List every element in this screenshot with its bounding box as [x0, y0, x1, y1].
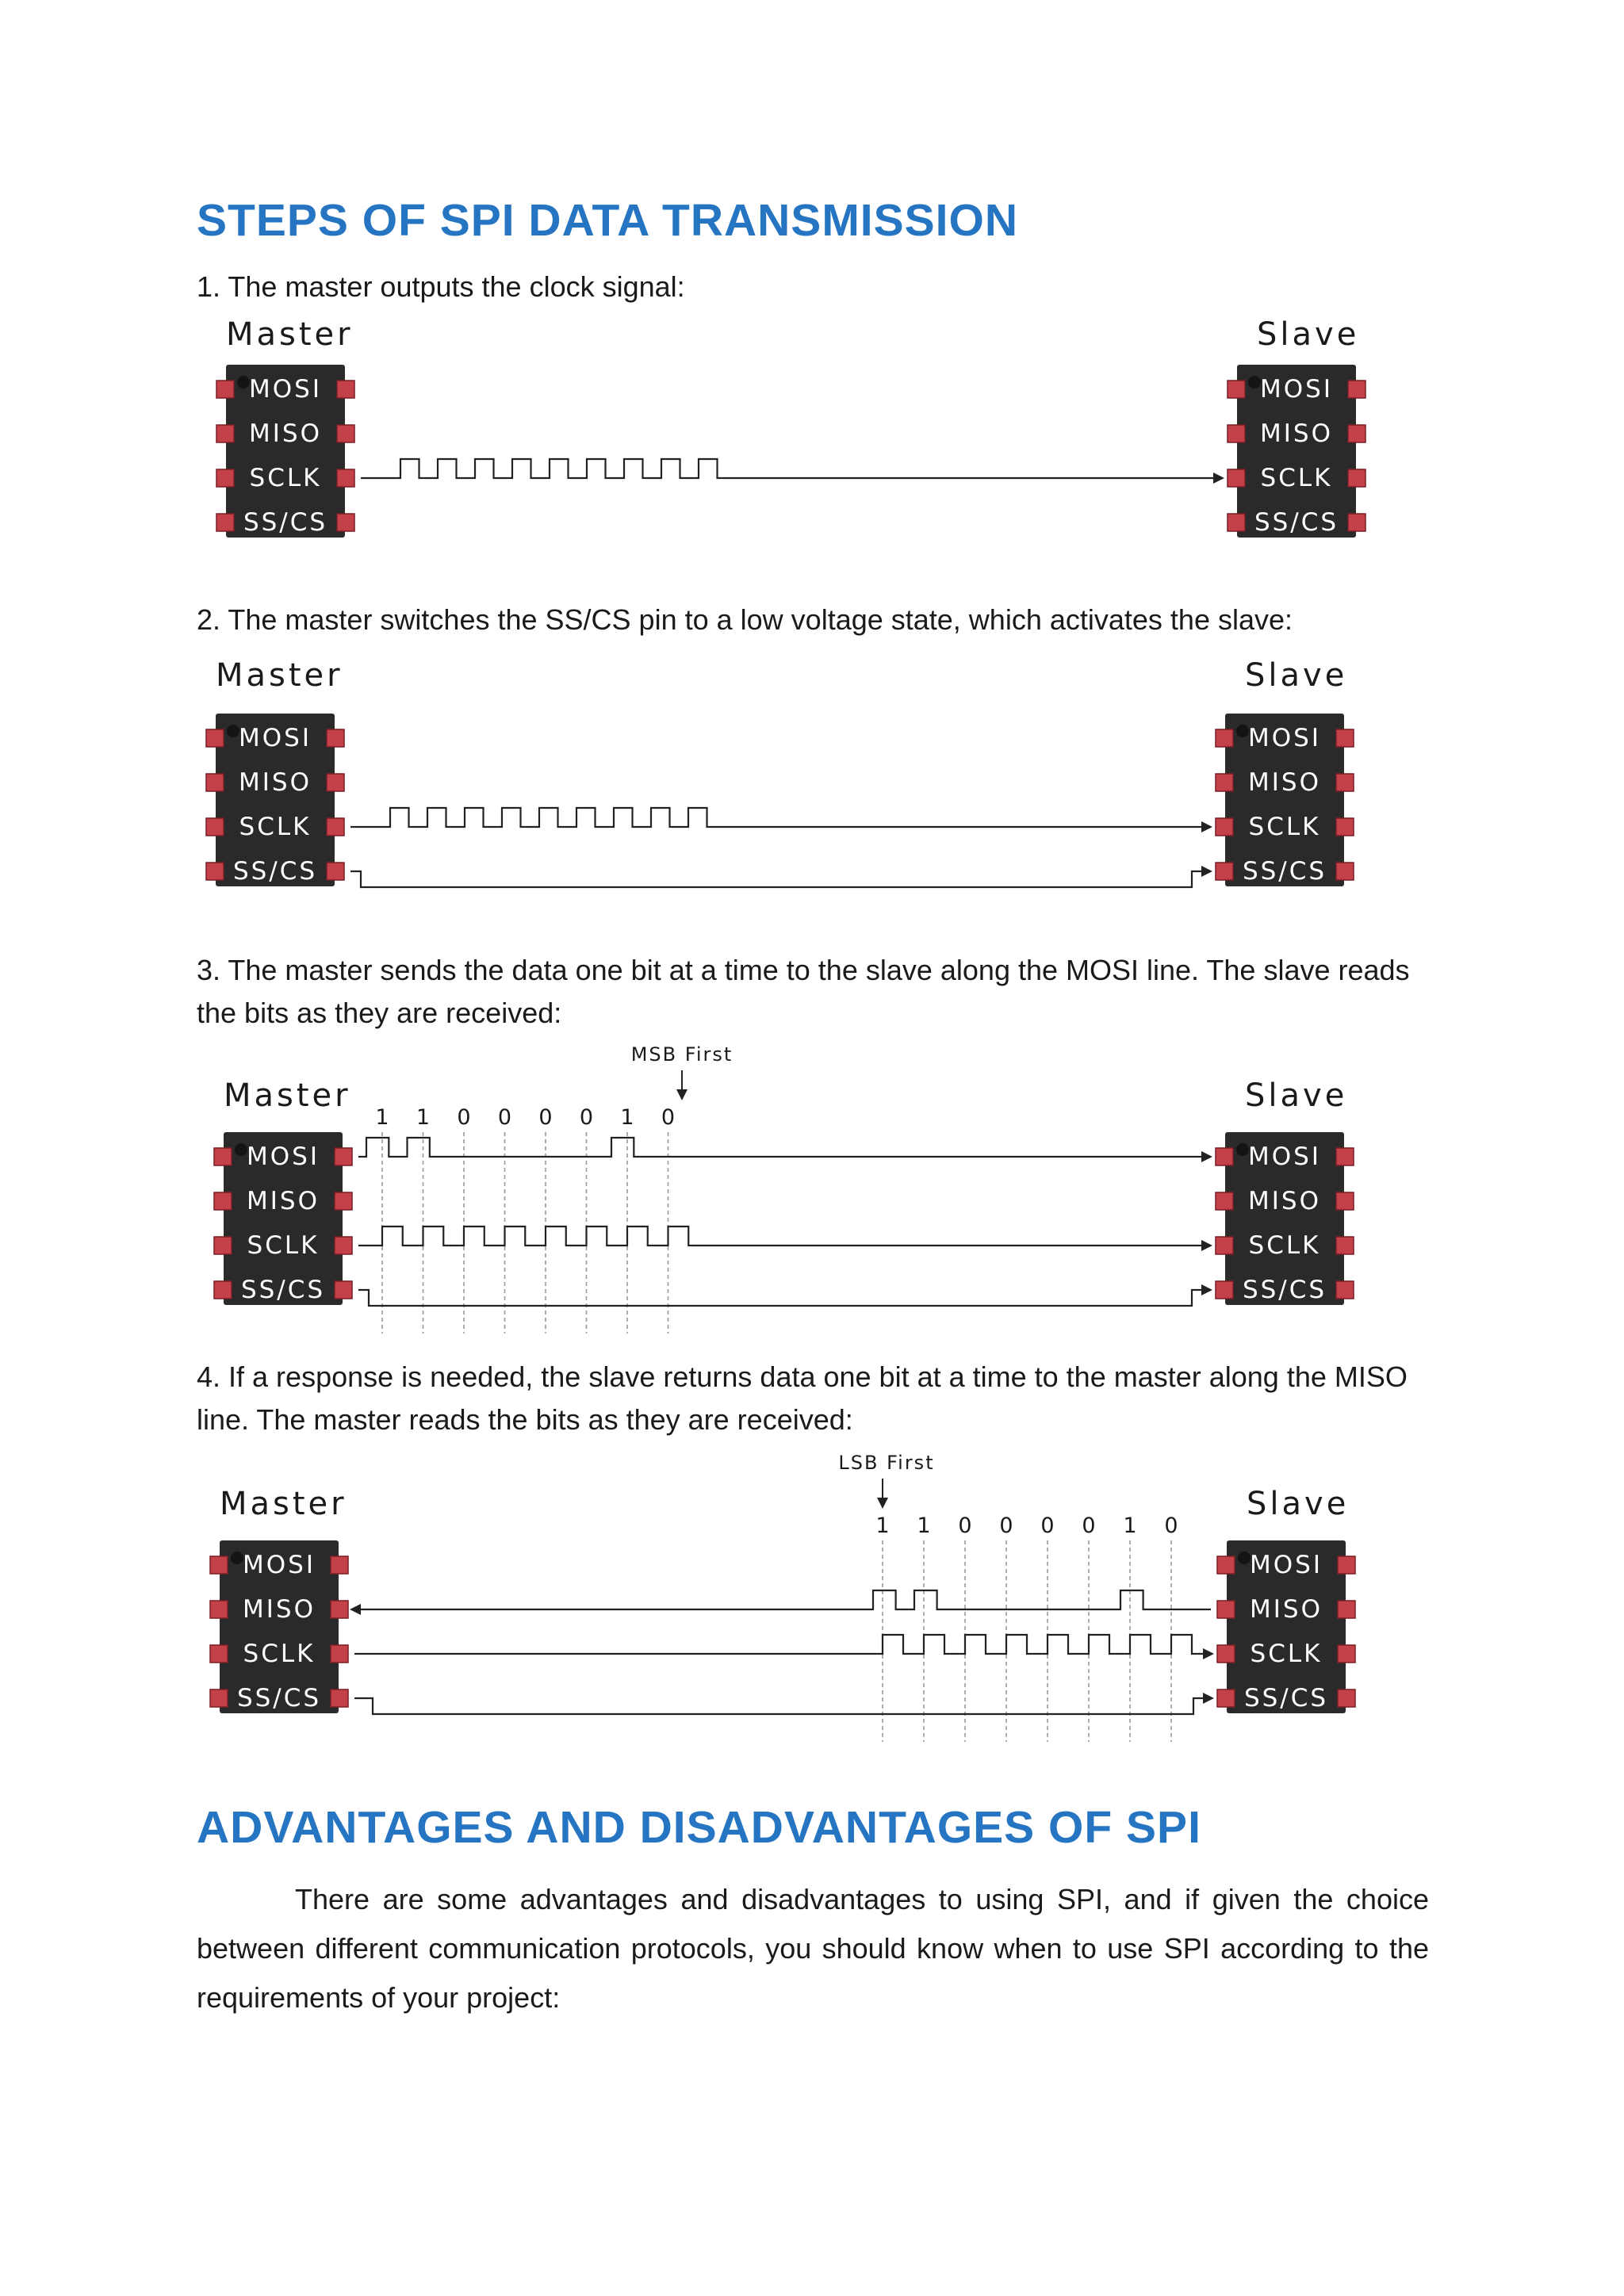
master-pin-pad-left-miso [216, 425, 234, 442]
advantages-intro-paragraph: There are some advantages and disadvantages to using SPI, and if given the choice between different communication protocols, you should know when to use SPI according to the requirements of your project: [197, 1883, 1429, 2014]
slave-pin-pad-left-sclk [1228, 469, 1245, 487]
slave-pin-pad-left-miso [1228, 425, 1245, 442]
master-pin-pad-left-sscs [216, 514, 234, 531]
master-pin-pad-left-sscs [206, 863, 224, 880]
master-pin-pad-left-miso [210, 1601, 228, 1618]
arrow-right-icon [1201, 821, 1212, 832]
master-chip-notch [231, 1552, 243, 1564]
slave-chip-notch [1248, 376, 1261, 388]
slave-pin-pad-left-miso [1216, 774, 1233, 791]
slave-pin-pad-left-mosi [1216, 729, 1233, 747]
slave-chip-notch [1238, 1552, 1251, 1564]
slave-pin-label-miso: MISO [1260, 419, 1333, 448]
bit-label: 0 [661, 1105, 676, 1130]
arrow-right-icon [1203, 1648, 1214, 1659]
slave-pin-label-sclk: SCLK [1248, 813, 1321, 841]
master-pin-label-mosi: MOSI [243, 1551, 316, 1579]
slave-pin-label-mosi: MOSI [1250, 1551, 1323, 1579]
slave-pin-label-sscs: SS/CS [1243, 1684, 1329, 1712]
bit-label: 1 [1123, 1513, 1137, 1538]
bit-label: 1 [375, 1105, 389, 1130]
slave-pin-pad-left-sclk [1216, 1237, 1233, 1254]
master-label: Master [220, 1486, 347, 1522]
arrow-right-icon [1201, 866, 1212, 877]
slave-pin-pad-left-mosi [1228, 381, 1245, 398]
master-pin-pad-left-miso [206, 774, 224, 791]
bit-label: 0 [1040, 1513, 1055, 1538]
step-4-text-line-1: 4. If a response is needed, the slave returns data one bit at a time to the master along the MISO [197, 1360, 1408, 1393]
bit-label: 0 [538, 1105, 553, 1130]
ss-cs-low-signal [350, 871, 1208, 887]
master-pin-pad-left-mosi [206, 729, 224, 747]
slave-pin-pad-right-sclk [1338, 1645, 1355, 1663]
bit-label: 0 [457, 1105, 471, 1130]
master-pin-label-sclk: SCLK [249, 464, 322, 492]
mosi-data-signal [358, 1138, 1208, 1157]
step-1-text: 1. The master outputs the clock signal: [197, 270, 685, 303]
master-pin-pad-right-miso [331, 1601, 348, 1618]
master-pin-label-miso: MISO [239, 768, 312, 797]
master-pin-pad-left-mosi [216, 381, 234, 398]
bit-label: 1 [917, 1513, 931, 1538]
slave-pin-pad-right-miso [1336, 1192, 1354, 1210]
master-pin-pad-right-mosi [335, 1148, 352, 1165]
arrow-right-icon [1201, 1240, 1212, 1251]
slave-pin-label-sscs: SS/CS [1242, 857, 1327, 886]
master-chip-notch [237, 376, 250, 388]
slave-pin-label-miso: MISO [1248, 768, 1321, 797]
slave-pin-pad-right-sclk [1336, 818, 1354, 836]
sclk-clock-signal [350, 808, 1208, 827]
step-4-text-line-2: line. The master reads the bits as they are received: [197, 1403, 853, 1436]
master-pin-pad-left-sclk [206, 818, 224, 836]
slave-pin-pad-right-sscs [1336, 1281, 1354, 1299]
bit-label: 0 [497, 1105, 512, 1130]
arrow-left-icon [350, 1604, 361, 1615]
slave-pin-pad-right-sscs [1336, 863, 1354, 880]
master-pin-pad-right-sscs [327, 863, 344, 880]
section-heading-steps: STEPS OF SPI DATA TRANSMISSION [197, 195, 1019, 246]
step-3-text-line-2: the bits as they are received: [197, 997, 562, 1029]
bit-label: 1 [416, 1105, 431, 1130]
master-pin-pad-left-mosi [214, 1148, 232, 1165]
slave-pin-pad-left-mosi [1216, 1148, 1233, 1165]
master-pin-label-miso: MISO [249, 419, 322, 448]
master-pin-pad-right-mosi [331, 1556, 348, 1574]
bit-label: 0 [1164, 1513, 1178, 1538]
ss-cs-low-signal [358, 1290, 1208, 1306]
slave-label: Slave [1247, 1486, 1350, 1522]
sclk-clock-signal [358, 1226, 1208, 1246]
master-pin-label-sscs: SS/CS [236, 1684, 322, 1712]
slave-pin-label-miso: MISO [1250, 1595, 1323, 1624]
slave-pin-pad-right-miso [1338, 1601, 1355, 1618]
slave-chip-notch [1236, 725, 1249, 737]
master-pin-pad-right-miso [327, 774, 344, 791]
ss-cs-low-signal [354, 1698, 1209, 1714]
master-pin-pad-right-sscs [335, 1281, 352, 1299]
master-pin-pad-right-mosi [327, 729, 344, 747]
slave-pin-pad-left-sclk [1217, 1645, 1235, 1663]
master-pin-pad-right-sclk [335, 1237, 352, 1254]
arrow-right-icon [1201, 1151, 1212, 1162]
bit-label: 1 [620, 1105, 634, 1130]
master-pin-label-mosi: MOSI [249, 375, 322, 404]
slave-pin-pad-left-sscs [1216, 863, 1233, 880]
diagram-step-2 [0, 650, 1624, 912]
slave-label: Slave [1245, 1077, 1348, 1114]
section-heading-advantages: ADVANTAGES AND DISADVANTAGES OF SPI [197, 1802, 1201, 1853]
master-pin-label-sscs: SS/CS [232, 857, 318, 886]
master-pin-label-sclk: SCLK [243, 1640, 316, 1668]
master-chip-notch [235, 1143, 247, 1156]
master-pin-pad-left-mosi [210, 1556, 228, 1574]
slave-pin-label-sscs: SS/CS [1254, 508, 1339, 537]
msb-first-label: MSB First [630, 1043, 733, 1066]
master-pin-pad-right-sclk [337, 469, 354, 487]
master-pin-pad-right-sclk [331, 1645, 348, 1663]
master-chip-notch [227, 725, 239, 737]
master-pin-pad-right-sclk [327, 818, 344, 836]
master-label: Master [216, 657, 343, 694]
master-pin-pad-right-miso [335, 1192, 352, 1210]
sclk-clock-signal [354, 1635, 1212, 1654]
bit-label: 0 [579, 1105, 594, 1130]
slave-pin-pad-left-sscs [1216, 1281, 1233, 1299]
master-pin-pad-right-sscs [331, 1689, 348, 1707]
master-pin-label-sclk: SCLK [239, 813, 312, 841]
slave-pin-pad-left-miso [1216, 1192, 1233, 1210]
master-pin-pad-left-sclk [210, 1645, 228, 1663]
master-pin-pad-left-sscs [210, 1689, 228, 1707]
slave-pin-label-mosi: MOSI [1248, 1142, 1321, 1171]
slave-pin-pad-left-mosi [1217, 1556, 1235, 1574]
slave-pin-pad-left-sscs [1217, 1689, 1235, 1707]
master-pin-label-miso: MISO [243, 1595, 316, 1624]
slave-pin-pad-right-mosi [1348, 381, 1365, 398]
arrow-down-icon [877, 1498, 888, 1509]
master-pin-label-sclk: SCLK [247, 1231, 320, 1260]
master-pin-label-mosi: MOSI [247, 1142, 320, 1171]
step-2-text: 2. The master switches the SS/CS pin to a low voltage state, which activates the slave: [197, 603, 1293, 636]
slave-label: Slave [1245, 657, 1348, 694]
slave-pin-pad-right-sscs [1348, 514, 1365, 531]
diagram-step-3 [0, 1031, 1624, 1348]
master-pin-pad-left-miso [214, 1192, 232, 1210]
arrow-down-icon [676, 1089, 688, 1100]
diagram-step-4 [0, 1439, 1624, 1756]
slave-pin-label-mosi: MOSI [1260, 375, 1333, 404]
slave-pin-label-miso: MISO [1248, 1187, 1321, 1215]
master-label: Master [226, 316, 354, 353]
slave-pin-pad-right-miso [1348, 425, 1365, 442]
slave-pin-label-sscs: SS/CS [1242, 1276, 1327, 1304]
master-label: Master [224, 1077, 351, 1114]
slave-pin-pad-right-miso [1336, 774, 1354, 791]
slave-pin-label-sclk: SCLK [1260, 464, 1333, 492]
slave-pin-pad-left-miso [1217, 1601, 1235, 1618]
slave-pin-pad-right-sscs [1338, 1689, 1355, 1707]
slave-chip-notch [1236, 1143, 1249, 1156]
bit-label: 0 [1082, 1513, 1096, 1538]
master-pin-pad-left-sclk [216, 469, 234, 487]
slave-pin-label-mosi: MOSI [1248, 724, 1321, 752]
slave-pin-pad-right-mosi [1336, 729, 1354, 747]
slave-pin-pad-right-sclk [1348, 469, 1365, 487]
master-pin-pad-right-sscs [337, 514, 354, 531]
bit-label: 1 [875, 1513, 890, 1538]
slave-pin-pad-left-sscs [1228, 514, 1245, 531]
master-pin-pad-right-mosi [337, 381, 354, 398]
slave-label: Slave [1257, 316, 1360, 353]
sclk-clock-signal [361, 459, 1220, 478]
bit-label: 0 [958, 1513, 972, 1538]
slave-pin-pad-right-mosi [1336, 1148, 1354, 1165]
arrow-right-icon [1213, 473, 1224, 484]
miso-data-signal [356, 1590, 1211, 1609]
master-pin-pad-left-sscs [214, 1281, 232, 1299]
master-pin-pad-left-sclk [214, 1237, 232, 1254]
master-pin-label-mosi: MOSI [239, 724, 312, 752]
master-pin-label-miso: MISO [247, 1187, 320, 1215]
master-pin-label-sscs: SS/CS [240, 1276, 326, 1304]
master-pin-pad-right-miso [337, 425, 354, 442]
slave-pin-pad-left-sclk [1216, 818, 1233, 836]
slave-pin-pad-right-sclk [1336, 1237, 1354, 1254]
step-3-text-line-1: 3. The master sends the data one bit at a time to the slave along the MOSI line. The slave reads [197, 954, 1410, 986]
slave-pin-label-sclk: SCLK [1248, 1231, 1321, 1260]
arrow-right-icon [1203, 1693, 1214, 1704]
lsb-first-label: LSB First [838, 1452, 935, 1474]
slave-pin-pad-right-mosi [1338, 1556, 1355, 1574]
arrow-right-icon [1201, 1284, 1212, 1295]
slave-pin-label-sclk: SCLK [1250, 1640, 1323, 1668]
master-pin-label-sscs: SS/CS [243, 508, 328, 537]
diagram-step-1 [0, 309, 1624, 571]
bit-label: 0 [999, 1513, 1013, 1538]
